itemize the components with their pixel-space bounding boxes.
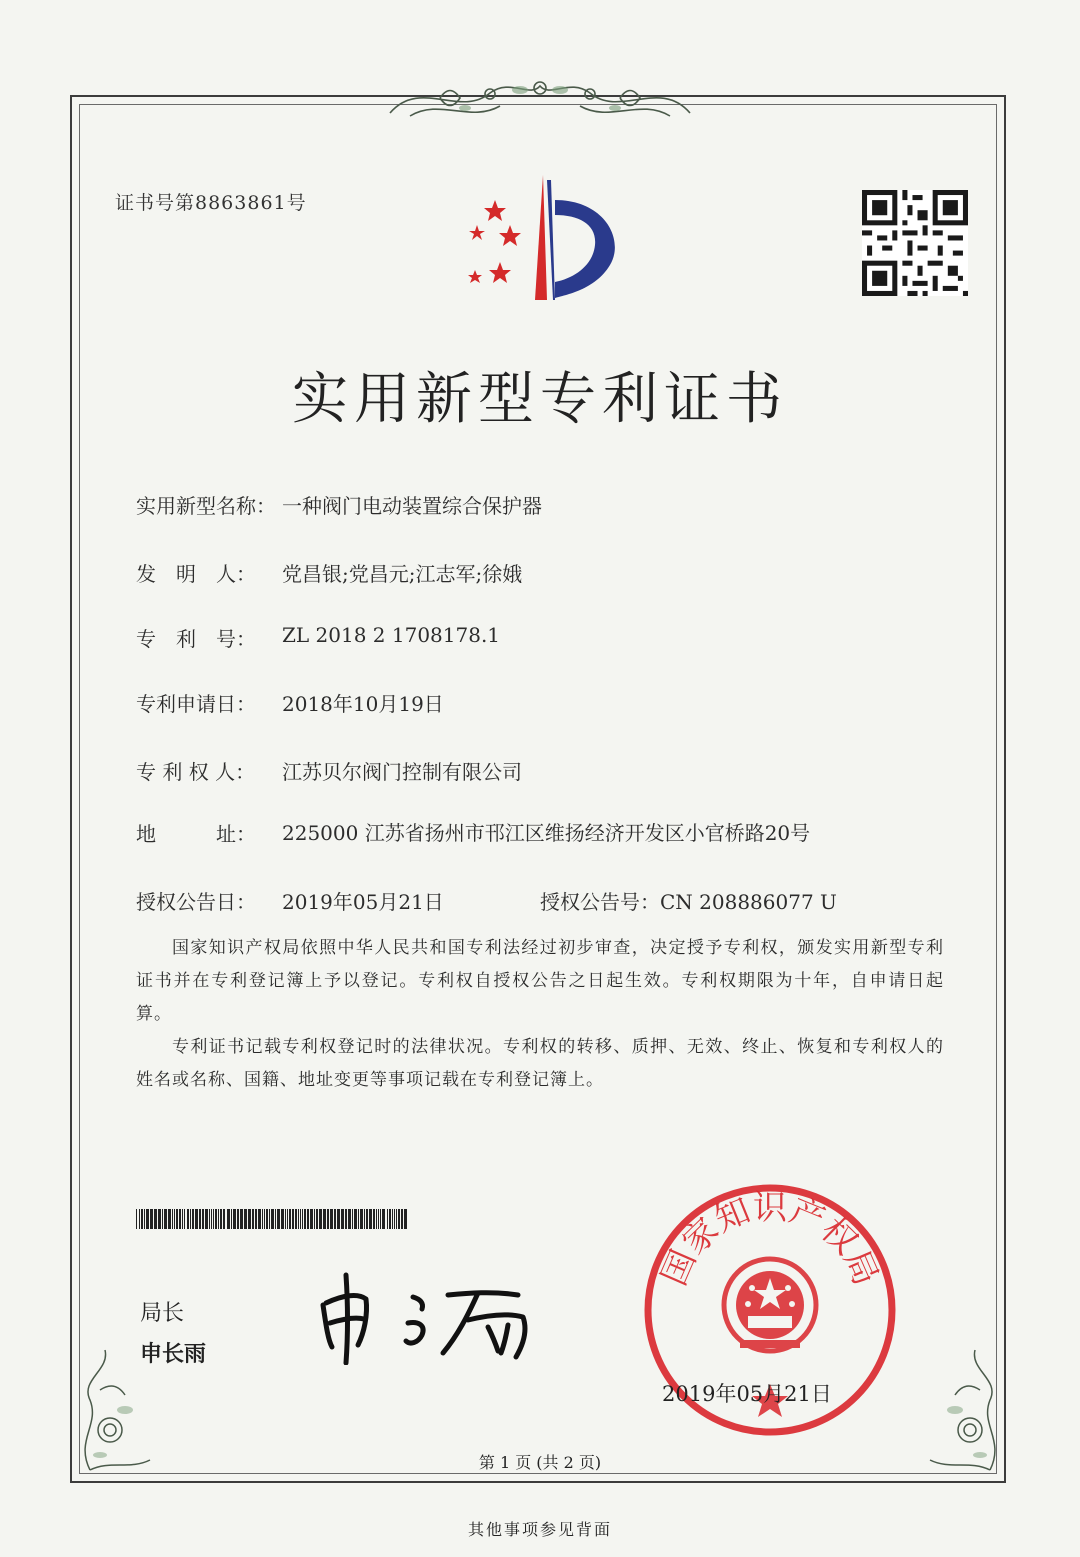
field-label: 专利申请日：: [136, 692, 256, 716]
director-name: 申长雨: [140, 1342, 207, 1367]
statement-paragraph-2: 专利证书记载专利权登记时的法律状况。专利权的转移、质押、无效、终止、恢复和专利权人的姓名或名称、国籍、地址变更等事项记载在专利登记簿上。: [136, 1037, 944, 1090]
page-number: 第 1 页 (共 2 页): [478, 1453, 602, 1472]
field-inventor: [136, 558, 522, 587]
field-value: ZL 2018 2 1708178.1: [282, 623, 501, 647]
field-value: CN 208886077 U: [660, 890, 837, 914]
certificate-title: 实用新型专利证书: [292, 367, 788, 432]
director-title: 局长: [140, 1301, 185, 1326]
cnipa-emblem-icon: [455, 170, 635, 310]
field-label: 授权公告日：: [136, 890, 256, 914]
field-patent-number: [136, 623, 500, 652]
seal-text: 国家知识产权局: [654, 1188, 886, 1292]
field-address: [136, 818, 822, 848]
field-label: 专 利 号：: [136, 627, 256, 651]
field-patentee: [136, 756, 522, 785]
field-value: 225000 江苏省扬州市邗江区维扬经济开发区小官桥路20号: [282, 821, 811, 845]
field-value: 党昌银;党昌元;江志军;徐娥: [282, 562, 523, 586]
seal-date: 2019年05月21日: [662, 1382, 832, 1406]
field-label: 地 址：: [136, 822, 256, 846]
field-value: 2018年10月19日: [282, 692, 444, 716]
field-value: 江苏贝尔阀门控制有限公司: [282, 760, 522, 784]
field-grant-number: [540, 886, 837, 915]
field-value: 2019年05月21日: [282, 890, 444, 914]
top-ornament: [380, 68, 700, 128]
director-signature: [318, 1265, 548, 1365]
field-value: 一种阀门电动装置综合保护器: [282, 494, 542, 518]
field-label: 实用新型名称：: [136, 494, 276, 518]
field-utility-model-name: [136, 490, 542, 519]
field-application-date: [136, 688, 444, 717]
field-label: 专 利 权 人：: [136, 760, 256, 784]
field-label: 授权公告号：: [540, 890, 660, 914]
field-grant-date: [136, 886, 444, 915]
footer-note: 其他事项参见背面: [467, 1520, 612, 1539]
statement-paragraph-1: 国家知识产权局依照中华人民共和国专利法经过初步审查，决定授予专利权，颁发实用新型专利证书并在专利登记簿上予以登记。专利权自授权公告之日起生效。专利权期限为十年，自申请日起算。: [136, 938, 944, 1024]
qr-code-icon: [862, 190, 968, 296]
barcode-icon: [136, 1209, 411, 1229]
field-label: 发 明 人：: [136, 562, 256, 586]
certificate-number: 证书号第8863861号: [115, 192, 307, 214]
